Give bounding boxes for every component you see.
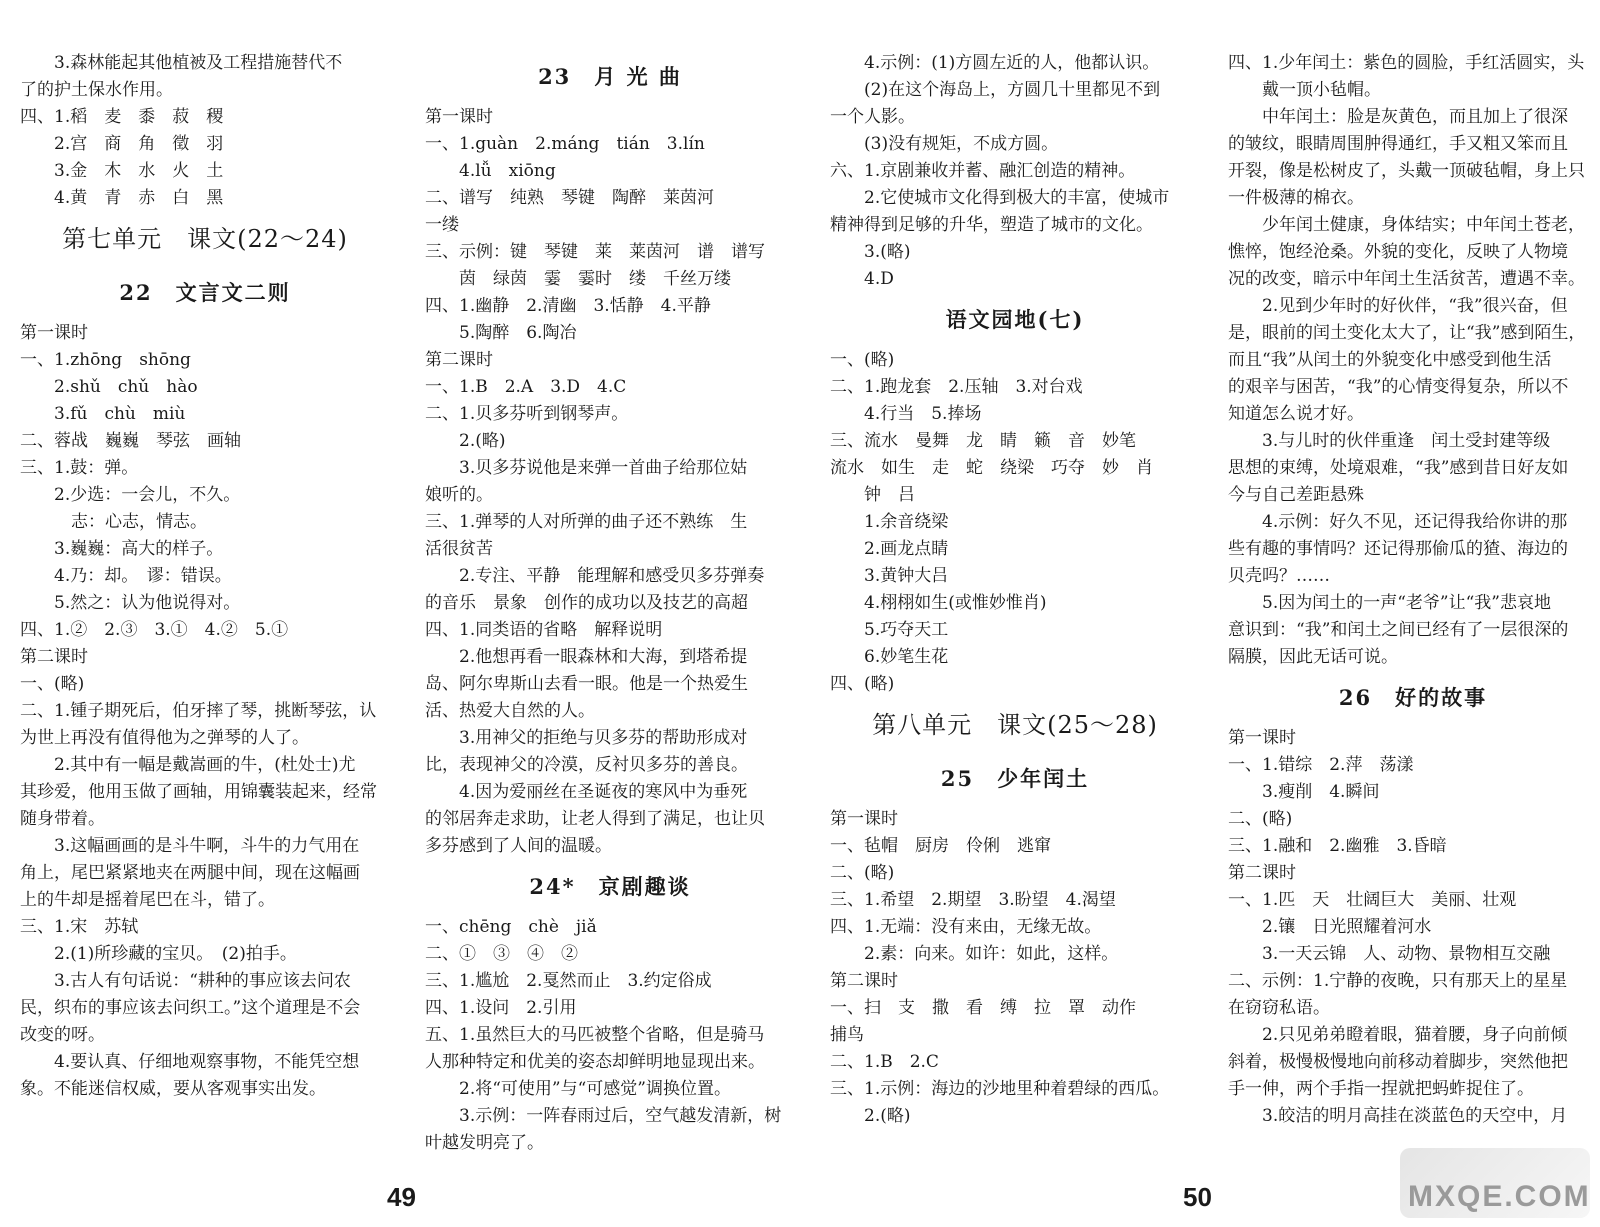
column-3 <box>830 50 1200 1130</box>
text-line: 三、1.鼓：弹。 <box>20 458 139 478</box>
text-line: 2.(略) <box>864 1106 911 1126</box>
text-line: 人那种特定和优美的姿态却鲜明地显现出来。 <box>425 1052 765 1072</box>
text-line: 中年闰土：脸是灰黄色，而且加上了很深 <box>1228 107 1568 127</box>
text-line: 二、(略) <box>830 863 895 883</box>
text-line: 娘听的。 <box>425 485 493 505</box>
section-title: 第八单元 课文(25～28) <box>872 711 1158 739</box>
text-line: 的皱纹，眼睛周围肿得通红，手又粗又笨而且 <box>1228 134 1568 154</box>
text-line: 第一课时 <box>425 107 493 127</box>
text-line: 憔悴，饱经沧桑。外貌的变化，反映了人物境 <box>1228 242 1568 262</box>
text-line: 叶越发明亮了。 <box>425 1133 544 1153</box>
text-line: 3.fǔ chù miù <box>54 404 186 424</box>
text-line: 2.shǔ chǔ hào <box>54 377 198 397</box>
text-line: 2.只见弟弟瞪着眼，猫着腰，身子向前倾 <box>1228 1025 1568 1045</box>
text-line: 3.(略) <box>864 242 911 262</box>
text-line: 6.妙笔生花 <box>864 647 949 667</box>
text-line: 5.因为闰土的一声“老爷”让“我”悲哀地 <box>1228 593 1551 613</box>
section-title: 25 少年闰土 <box>940 766 1090 791</box>
text-line: 手一伸，两个手指一捏就把蚂蚱捉住了。 <box>1228 1079 1534 1099</box>
text-line: 岛、阿尔卑斯山去看一眼。他是一个热爱生 <box>425 674 748 694</box>
text-line: 5.陶醉 6.陶冶 <box>459 323 577 343</box>
text-line: 2.素：向来。如许：如此，这样。 <box>864 944 1119 964</box>
text-line: 象。不能迷信权威，要从客观事实出发。 <box>20 1079 326 1099</box>
text-line: 一、扫 支 撒 看 缚 拉 罩 动作 <box>830 998 1136 1018</box>
text-line: 3.金 木 水 火 土 <box>54 161 224 181</box>
text-line: 开裂，像是松树皮了，头戴一顶破毡帽，身上只 <box>1228 161 1585 181</box>
text-line: 2.镶 日光照耀着河水 <box>1262 917 1432 937</box>
text-line: 4.要认真、仔细地观察事物，不能凭空想 <box>20 1052 360 1072</box>
text-line: 三、1.示例：海边的沙地里种着碧绿的西瓜。 <box>830 1079 1170 1099</box>
text-line: 上的牛却是摇着尾巴在斗，错了。 <box>20 890 275 910</box>
text-line: 随身带着。 <box>20 809 105 829</box>
text-line: (3)没有规矩，不成方圆。 <box>864 134 1059 154</box>
text-line: 4.示例：好久不见，还记得我给你讲的那 <box>1228 512 1568 532</box>
text-line: 茵 绿茵 霎 霎时 缕 千丝万缕 <box>459 269 731 289</box>
text-line: 3.森林能起其他植被及工程措施替代不 <box>20 53 343 73</box>
text-line: 六、1.京剧兼收并蓄、融汇创造的精神。 <box>830 161 1136 181</box>
text-line: 一、1.guàn 2.máng tián 3.lín <box>425 134 705 154</box>
text-line: 流水 如生 走 蛇 绕梁 巧夺 妙 肖 <box>830 458 1153 478</box>
text-line: 2.画龙点睛 <box>864 539 949 559</box>
page-number-left: 49 <box>387 1182 416 1212</box>
text-line: 一、1.错综 2.萍 荡漾 <box>1228 755 1414 775</box>
text-line: 4.D <box>864 269 894 289</box>
text-line: 3.贝多芬说他是来弹一首曲子给那位姑 <box>425 458 748 478</box>
text-line: 是，眼前的闰土变化太大了，让“我”感到陌生， <box>1228 323 1586 343</box>
text-line: 的音乐 景象 创作的成功以及技艺的高超 <box>425 593 748 613</box>
text-line: 5.然之：认为他说得对。 <box>54 593 241 613</box>
text-line: 4.示例：(1)方圆左近的人，他都认识。 <box>830 53 1160 73</box>
text-line: 4.lǚ xiōng <box>459 161 556 181</box>
text-line: 第二课时 <box>425 350 493 370</box>
text-line: 五、1.虽然巨大的马匹被整个省略，但是骑马 <box>425 1025 765 1045</box>
text-line: 精神得到足够的升华，塑造了城市的文化。 <box>830 215 1153 235</box>
text-line: 二、1.锺子期死后，伯牙摔了琴，挑断琴弦，认 <box>20 701 377 721</box>
text-line: 为世上再没有值得他为之弹琴的人了。 <box>20 728 309 748</box>
column-4 <box>1228 50 1598 1130</box>
section-title: 语文园地(七) <box>945 307 1085 332</box>
text-line: 3.示例：一阵春雨过后，空气越发清新，树 <box>425 1106 782 1126</box>
text-line: 的艰辛与困苦，“我”的心情变得复杂，所以不 <box>1228 377 1569 397</box>
text-line: 二、1.跑龙套 2.压轴 3.对台戏 <box>830 377 1083 397</box>
section-title: 23 月 光 曲 <box>538 64 682 89</box>
text-line: 一、(略) <box>20 674 85 694</box>
text-line: 一、1.B 2.A 3.D 4.C <box>425 377 627 397</box>
column-2 <box>425 50 795 1157</box>
text-line: 三、1.希望 2.期望 3.盼望 4.渴望 <box>830 890 1116 910</box>
text-line: 四、1.同类语的省略 解释说明 <box>425 620 663 640</box>
text-line: 3.黄钟大吕 <box>864 566 949 586</box>
text-line: 二、(略) <box>1228 809 1293 829</box>
text-line: 三、示例：键 琴键 莱 莱茵河 谱 谱写 <box>425 242 765 262</box>
text-line: 一、chēng chè jiǎ <box>425 917 597 937</box>
text-line: 钟 吕 <box>864 485 915 505</box>
section-title: 26 好的故事 <box>1338 685 1488 710</box>
text-line: 二、蓉战 巍巍 琴弦 画轴 <box>20 431 241 451</box>
text-line: 第一课时 <box>1228 728 1296 748</box>
text-line: 多芬感到了人间的温暖。 <box>425 836 612 856</box>
text-line: 三、1.宋 苏轼 <box>20 917 139 937</box>
text-line: 活、热爱大自然的人。 <box>425 701 595 721</box>
text-line: 4.黄 青 赤 白 黑 <box>54 188 224 208</box>
text-line: 3.一天云锦 人、动物、景物相互交融 <box>1262 944 1551 964</box>
text-line: 2.它使城市文化得到极大的丰富，使城市 <box>830 188 1170 208</box>
text-line: 2.其中有一幅是戴嵩画的牛，(杜处士)尤 <box>20 755 356 775</box>
text-line: (2)在这个海岛上，方圆几十里都见不到 <box>864 80 1161 100</box>
text-line: 4.栩栩如生(或惟妙惟肖) <box>864 593 1047 613</box>
text-line: 三、流水 曼舞 龙 睛 籁 音 妙笔 <box>830 431 1136 451</box>
text-line: 三、1.融和 2.幽雅 3.昏暗 <box>1228 836 1447 856</box>
section-title: 22 文言文二则 <box>119 280 291 305</box>
text-line: 民，织布的事应该去问织工。”这个道理是不会 <box>20 998 361 1018</box>
text-line: 1.余音绕梁 <box>864 512 949 532</box>
text-line: 二、1.B 2.C <box>830 1052 939 1072</box>
text-line: 四、1.稻 麦 黍 菽 稷 <box>20 107 224 127</box>
text-line: 3.用神父的拒绝与贝多芬的帮助形成对 <box>425 728 748 748</box>
text-line: 3.瘦削 4.瞬间 <box>1262 782 1380 802</box>
text-line: 二、1.贝多芬听到钢琴声。 <box>425 404 629 424</box>
text-line: 今与自己差距悬殊 <box>1228 485 1364 505</box>
text-line: 四、1.② 2.③ 3.① 4.② 5.① <box>20 620 289 640</box>
text-line: 二、谱写 纯熟 琴键 陶醉 莱茵河 <box>425 188 714 208</box>
text-line: 4.乃：却。 谬：错误。 <box>54 566 232 586</box>
text-line: 思想的束缚，处境艰难，“我”感到昔日好友如 <box>1228 458 1569 478</box>
text-line: 2.(略) <box>459 431 506 451</box>
text-line: 4.因为爱丽丝在圣诞夜的寒风中为垂死 <box>425 782 748 802</box>
text-line: 一、(略) <box>830 350 895 370</box>
text-line: 5.巧夺天工 <box>864 620 949 640</box>
text-line: 在窃窃私语。 <box>1228 998 1330 1018</box>
text-line: 些有趣的事情吗？还记得那偷瓜的猹、海边的 <box>1228 539 1568 559</box>
text-line: 2.专注、平静 能理解和感受贝多芬弹奏 <box>425 566 765 586</box>
text-line: 2.少选：一会儿，不久。 <box>54 485 241 505</box>
text-line: 第二课时 <box>830 971 898 991</box>
text-line: 捕鸟 <box>830 1025 864 1045</box>
text-line: 一、1.匹 天 壮阔巨大 美丽、壮观 <box>1228 890 1517 910</box>
text-line: 2.见到少年时的好伙伴，“我”很兴奋，但 <box>1228 296 1568 316</box>
text-line: 4.行当 5.捧场 <box>864 404 982 424</box>
text-line: 隔膜，因此无话可说。 <box>1228 647 1398 667</box>
text-line: 第二课时 <box>1228 863 1296 883</box>
text-line: 其珍爱，他用玉做了画轴，用锦囊装起来，经常 <box>20 782 377 802</box>
text-line: 戴一顶小毡帽。 <box>1262 80 1381 100</box>
text-line: 3.巍巍：高大的样子。 <box>54 539 224 559</box>
text-line: 少年闰土健康，身体结实；中年闰土苍老， <box>1228 215 1585 235</box>
text-line: 况的改变，暗示中年闰土生活贫苦，遭遇不幸。 <box>1228 269 1585 289</box>
text-line: 意识到：“我”和闰土之间已经有了一层很深的 <box>1228 620 1569 640</box>
text-line: 3.皎洁的明月高挂在淡蓝色的天空中，月 <box>1228 1106 1568 1126</box>
text-line: 比，表现神父的冷漠，反衬贝多芬的善良。 <box>425 755 748 775</box>
text-line: 第一课时 <box>830 809 898 829</box>
text-line: 2.将“可使用”与“可感觉”调换位置。 <box>459 1079 731 1099</box>
text-line: 一个人影。 <box>830 107 915 127</box>
text-line: 三、1.尴尬 2.戛然而止 3.约定俗成 <box>425 971 712 991</box>
text-line: 一、毡帽 厨房 伶俐 逃窜 <box>830 836 1051 856</box>
text-line: 四、1.少年闰土：紫色的圆脸，手红活圆实，头 <box>1228 53 1585 73</box>
text-line: 知道怎么说才好。 <box>1228 404 1364 424</box>
text-line: 第一课时 <box>20 323 88 343</box>
watermark-text: MXQE.COM <box>1408 1180 1591 1213</box>
text-line: 3.与儿时的伙伴重逢 闰土受封建等级 <box>1228 431 1551 451</box>
text-line: 活很贫苦 <box>425 539 493 559</box>
text-line: 志：心志，情志。 <box>71 512 207 532</box>
text-line: 2.宫 商 角 徵 羽 <box>54 134 224 154</box>
text-line: 角上，尾巴紧紧地夹在两腿中间，现在这幅画 <box>20 863 360 883</box>
text-line: 四、1.幽静 2.清幽 3.恬静 4.平静 <box>425 296 711 316</box>
section-title: 第七单元 课文(22～24) <box>62 225 348 253</box>
text-line: 四、1.设问 2.引用 <box>425 998 577 1018</box>
text-line: 了的护土保水作用。 <box>20 80 173 100</box>
column-1 <box>20 50 390 1103</box>
text-line: 3.这幅画画的是斗牛啊，斗牛的力气用在 <box>20 836 360 856</box>
text-line: 3.古人有句话说：“耕种的事应该去问农 <box>20 971 351 991</box>
text-line: 2.他想再看一眼森林和大海，到塔希提 <box>425 647 748 667</box>
text-line: 改变的呀。 <box>20 1025 105 1045</box>
text-line: 二、示例：1.宁静的夜晚，只有那天上的星星 <box>1228 971 1568 991</box>
text-line: 贝壳吗？…… <box>1228 566 1330 586</box>
text-line: 四、(略) <box>830 674 895 694</box>
text-line: 二、① ③ ④ ② <box>425 944 578 964</box>
text-line: 三、1.弹琴的人对所弹的曲子还不熟练 生 <box>425 512 748 532</box>
page-number-right: 50 <box>1183 1182 1212 1212</box>
text-line: 一缕 <box>425 215 459 235</box>
text-line: 第二课时 <box>20 647 88 667</box>
text-line: 的邻居奔走求助，让老人得到了满足，也让贝 <box>425 809 765 829</box>
text-line: 而且“我”从闰土的外貌变化中感受到他生活 <box>1228 350 1552 370</box>
text-line: 一、1.zhōng shōng <box>20 350 191 370</box>
text-line: 一件极薄的棉衣。 <box>1228 188 1364 208</box>
section-title: 24* 京剧趣谈 <box>529 874 691 899</box>
text-line: 2.(1)所珍藏的宝贝。 (2)拍手。 <box>54 944 297 964</box>
text-line: 斜着，极慢极慢地向前移动着脚步，突然他把 <box>1228 1052 1568 1072</box>
text-line: 四、1.无端：没有来由，无缘无故。 <box>830 917 1102 937</box>
